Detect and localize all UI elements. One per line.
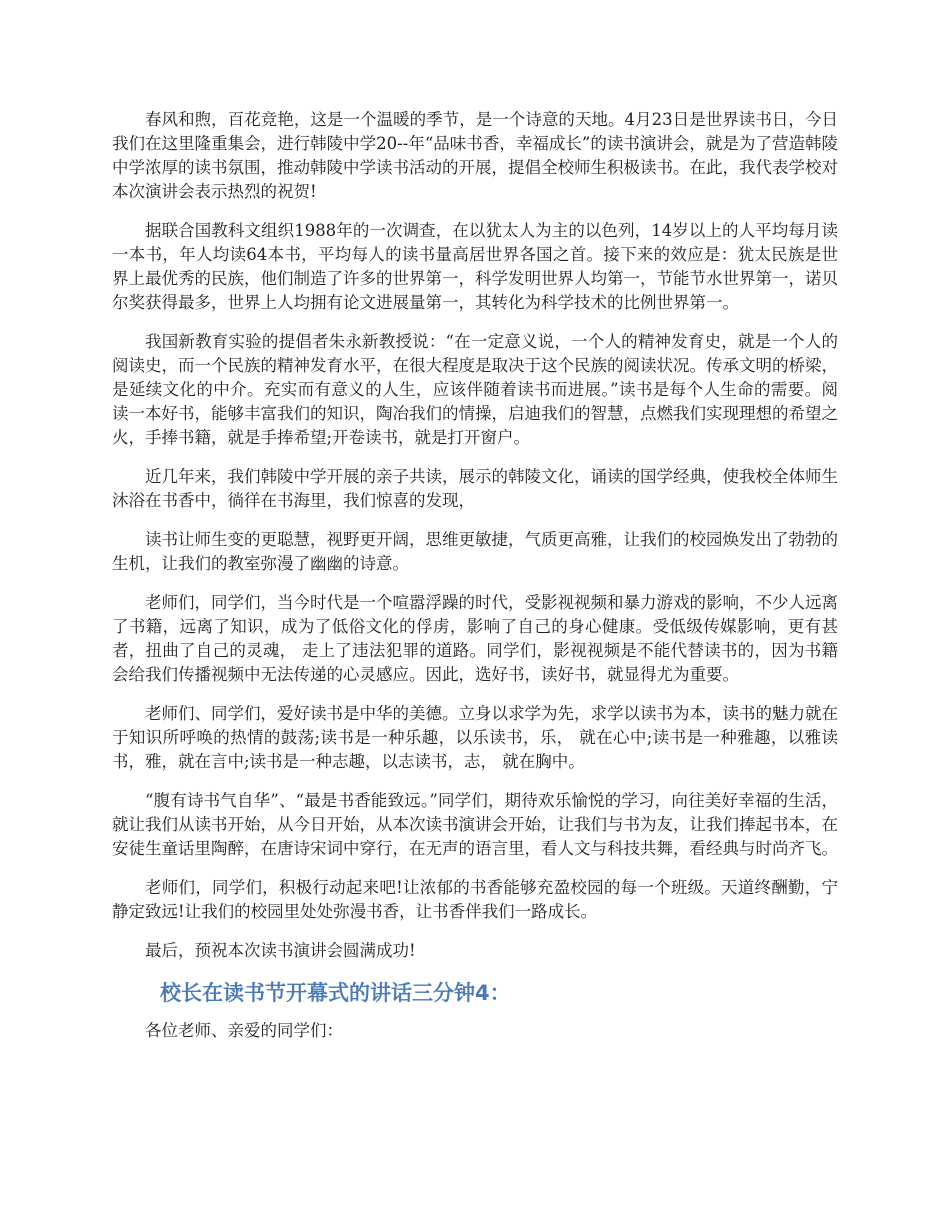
paragraph-6: 老师们，同学们，当今时代是一个喧嚣浮躁的时代，受影视视频和暴力游戏的影响，不少人远离了书籍，远离了知识，成为了低俗文化的俘虏，影响了自己的身心健康。受低级传媒影响，更有甚者，扭曲了自己的灵魂， 走上了违法犯罪的道路。同学们，影视视频是不能代替读书的，因为书籍会给我们传播视频中无法传递的心灵感应。因此，选好书，读好书，就显得尤为重要。 bbox=[112, 593, 838, 684]
paragraph-7: 老师们、同学们，爱好读书是中华的美德。立身以求学为先，求学以读书为本，读书的魅力就在于知识所呼唤的热情的鼓荡;读书是一种乐趣，以乐读书，乐， 就在心中;读书是一种雅趣，以雅读书，雅，就在言中;读书是一种志趣，以志读书，志， 就在胸中。 bbox=[112, 704, 838, 771]
paragraph-10: 最后，预祝本次读书演讲会圆满成功! bbox=[145, 941, 416, 960]
paragraph-5: 读书让师生变的更聪慧，视野更开阔，思维更敏捷，气质更高雅，让我们的校园焕发出了勃勃的生机，让我们的教室弥漫了幽幽的诗意。 bbox=[112, 530, 838, 573]
paragraph-8: “腹有诗书气自华”、“最是书香能致远。”同学们，期待欢乐愉悦的学习，向往美好幸福的生活，就让我们从读书开始，从今日开始，从本次读书演讲会开始，让我们与书为友，让我们捧起书本，在安徒生童话里陶醉，在唐诗宋词中穿行，在无声的语言里，看人文与科技共舞，看经典与时尚齐飞。 bbox=[112, 791, 838, 858]
section-heading: 校长在读书节开幕式的讲话三分钟4： bbox=[160, 981, 511, 1005]
paragraph-9: 老师们，同学们，积极行动起来吧!让浓郁的书香能够充盈校园的每一个班级。天道终酬勤，宁静定致远!让我们的校园里处处弥漫书香，让书香伴我们一路成长。 bbox=[112, 878, 838, 921]
document-body bbox=[112, 108, 838, 1058]
paragraph-4: 近几年来，我们韩陵中学开展的亲子共读，展示的韩陵文化，诵读的国学经典，使我校全体师生沐浴在书香中，徜徉在书海里，我们惊喜的发现， bbox=[112, 467, 838, 510]
paragraph-3: 我国新教育实验的提倡者朱永新教授说：“在一定意义说，一个人的精神发育史，就是一个人的阅读史，而一个民族的精神发育水平，在很大程度是取决于这个民族的阅读状况。传承文明的桥梁，是延续文化的中介。充实而有意义的人生，应该伴随着读书而进展。”读书是每个人生命的需要。阅读一本好书，能够丰富我们的知识，陶冶我们的情操，启迪我们的智慧，点燃我们实现理想的希望之火，手捧书籍，就是手捧希望;开卷读书，就是打开窗户。 bbox=[112, 332, 838, 447]
closing-paragraph: 各位老师、亲爱的同学们： bbox=[145, 1021, 343, 1040]
paragraph-1: 春风和煦，百花竞艳，这是一个温暖的季节，是一个诗意的天地。4月23日是世界读书日，今日我们在这里隆重集会，进行韩陵中学20--年“品味书香，幸福成长”的读书演讲会，就是为了营造韩陵中学浓厚的读书氛围，推动韩陵中学读书活动的开展，提倡全校师生积极读书。在此，我代表学校对本次演讲会表示热烈的祝贺! bbox=[112, 110, 838, 201]
paragraph-2: 据联合国教科文组织1988年的一次调查，在以犹太人为主的以色列，14岁以上的人平均每月读一本书，年人均读64本书，平均每人的读书量高居世界各国之首。接下来的效应是：犹太民族是世界上最优秀的民族，他们制造了许多的世界第一，科学发明世界人均第一，节能节水世界第一，诺贝尔奖获得最多，世界上人均拥有论文进展量第一，其转化为科学技术的比例世界第一。 bbox=[112, 221, 838, 312]
